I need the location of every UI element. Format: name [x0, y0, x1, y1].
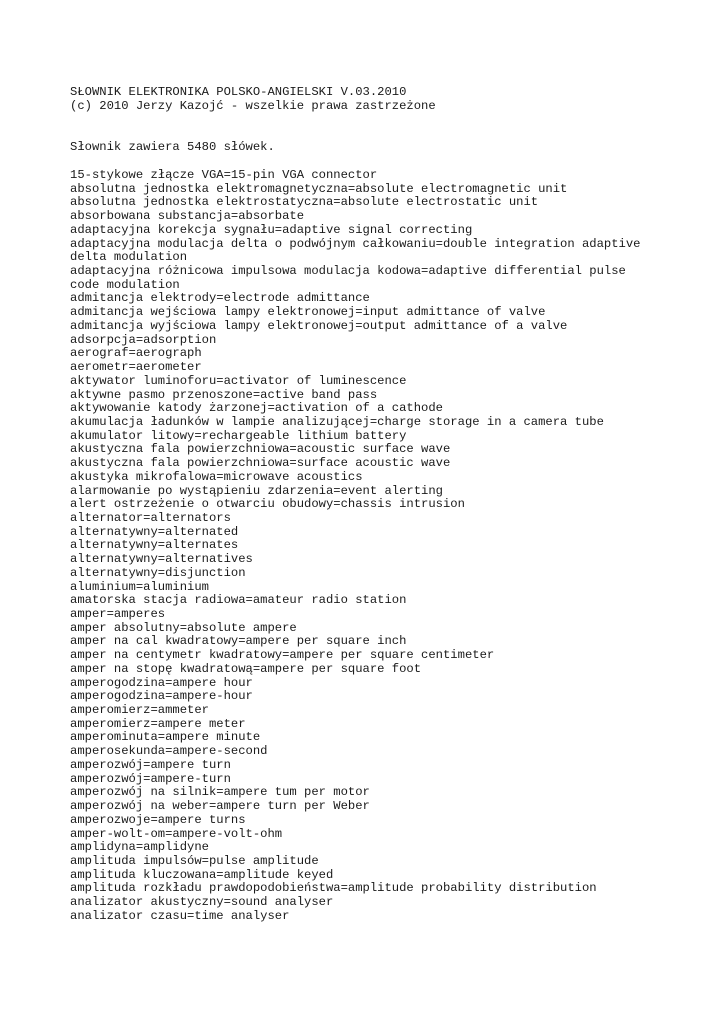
dictionary-entry: amper absolutny=absolute ampere [70, 620, 297, 635]
dictionary-entry: adaptacyjna różnicowa impulsowa modulacja kodowa=adaptive differential pulse [70, 264, 626, 279]
dictionary-entry: akumulacja ładunków w lampie analizującej=charge storage in a camera tube [70, 414, 604, 429]
dictionary-entry: alert ostrzeżenie o otwarciu obudowy=chassis intrusion [70, 497, 465, 512]
dictionary-entry: alternatywny=alternates [70, 538, 239, 553]
dictionary-entry: amperozwój=ampere turn [70, 757, 231, 772]
dictionary-entry: akustyczna fala powierzchniowa=surface acoustic wave [70, 456, 451, 471]
dictionary-entry: aerograf=aerograph [70, 346, 202, 361]
dictionary-entry: delta modulation [70, 250, 188, 265]
dictionary-entry: absolutna jednostka elektromagnetyczna=absolute electromagnetic unit [70, 181, 568, 196]
dictionary-entry: amper na stopę kwadratową=ampere per square foot [70, 661, 422, 676]
dictionary-entry: 15-stykowe złącze VGA=15-pin VGA connector [70, 168, 378, 182]
dictionary-entry: alternatywny=disjunction [70, 565, 246, 580]
dictionary-entry: code modulation [70, 277, 180, 292]
dictionary-entry: amperogodzina=ampere hour [70, 675, 253, 690]
dictionary-entry: amplituda rozkładu prawdopodobieństwa=amplitude probability distribution [70, 881, 597, 896]
dictionary-entry: aktywne pasmo przenoszone=active band pass [70, 387, 378, 402]
dictionary-entry: amper na cal kwadratowy=ampere per square inch [70, 634, 407, 649]
dictionary-entry: amperosekunda=ampere-second [70, 744, 268, 759]
dictionary-entry: akustyka mikrofalowa=microwave acoustics [70, 469, 363, 484]
dictionary-entry: absorbowana substancja=absorbate [70, 209, 305, 224]
dictionary-entry: adsorpcja=adsorption [70, 332, 217, 347]
dictionary-entry: aktywator luminoforu=activator of luminescence [70, 373, 407, 388]
dictionary-entry: analizator czasu=time analyser [70, 908, 290, 923]
copyright-line: (c) 2010 Jerzy Kazojć - wszelkie prawa zastrzeżone [70, 98, 436, 113]
dictionary-entry: amperozwój=ampere-turn [70, 771, 231, 786]
summary-line: Słownik zawiera 5480 słówek. [70, 140, 275, 154]
dictionary-entry: aluminium=aluminium [70, 579, 209, 594]
dictionary-entry: amper na centymetr kwadratowy=ampere per square centimeter [70, 648, 495, 663]
dictionary-entry: aktywowanie katody żarzonej=activation of a cathode [70, 401, 443, 416]
dictionary-entry: alarmowanie po wystąpieniu zdarzenia=event alerting [70, 483, 443, 498]
dictionary-entry: amplituda impulsów=pulse amplitude [70, 853, 319, 868]
dictionary-entry: akumulator litowy=rechargeable lithium battery [70, 428, 407, 443]
document-title: SŁOWNIK ELEKTRONIKA POLSKO-ANGIELSKI V.03.2010 [70, 85, 407, 99]
dictionary-entry: admitancja wejściowa lampy elektronowej=input admittance of valve [70, 305, 546, 320]
word-count-summary [70, 141, 690, 155]
dictionary-entry: absolutna jednostka elektrostatyczna=absolute electrostatic unit [70, 195, 539, 210]
dictionary-entry: alternatywny=alternated [70, 524, 239, 539]
dictionary-entry: adaptacyjna korekcja sygnału=adaptive signal correcting [70, 222, 473, 237]
dictionary-entry: admitancja elektrody=electrode admittance [70, 291, 370, 306]
document-header [70, 86, 690, 113]
dictionary-entry: aerometr=aerometer [70, 360, 202, 375]
dictionary-entry: adaptacyjna modulacja delta o podwójnym całkowaniu=double integration adaptive [70, 236, 641, 251]
dictionary-entry: alternatywny=alternatives [70, 552, 253, 567]
dictionary-entry: amperogodzina=ampere-hour [70, 689, 253, 704]
dictionary-entry: amperozwój na silnik=ampere tum per motor [70, 785, 370, 800]
dictionary-entries [70, 169, 690, 924]
dictionary-entry: amperozwój na weber=ampere turn per Weber [70, 799, 370, 814]
dictionary-entry: amper=amperes [70, 607, 166, 621]
dictionary-entry: akustyczna fala powierzchniowa=acoustic surface wave [70, 442, 451, 457]
dictionary-entry: amperozwoje=ampere turns [70, 812, 246, 827]
dictionary-entry: amperominuta=ampere minute [70, 730, 261, 745]
dictionary-entry: amplidyna=amplidyne [70, 840, 209, 855]
dictionary-entry: amper-wolt-om=ampere-volt-ohm [70, 826, 283, 841]
dictionary-entry: admitancja wyjściowa lampy elektronowej=output admittance of a valve [70, 318, 568, 333]
dictionary-entry: alternator=alternators [70, 510, 231, 525]
dictionary-entry: amperomierz=ampere meter [70, 716, 246, 731]
dictionary-entry: amplituda kluczowana=amplitude keyed [70, 867, 334, 882]
dictionary-entry: amperomierz=ammeter [70, 703, 209, 718]
dictionary-entry: amatorska stacja radiowa=amateur radio station [70, 593, 407, 608]
dictionary-entry: analizator akustyczny=sound analyser [70, 895, 334, 910]
